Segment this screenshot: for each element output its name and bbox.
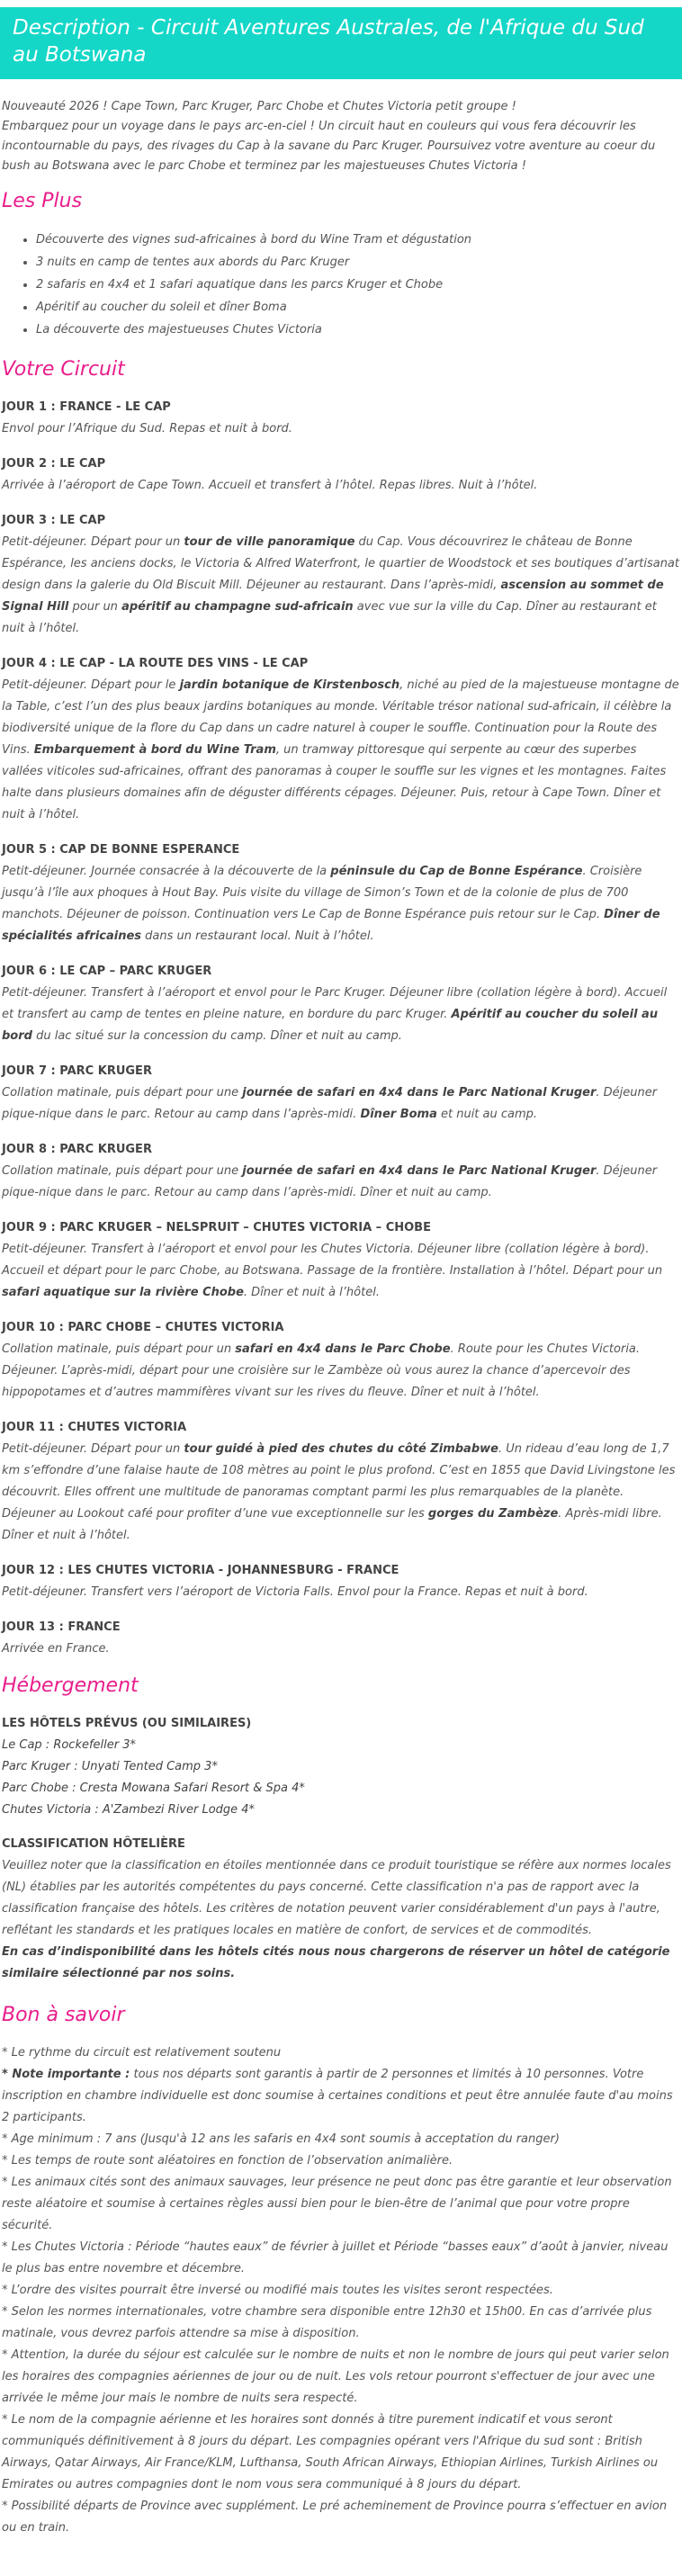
day-description	[2, 861, 680, 947]
body-text: , un tramway pittoresque qui serpente au cœur des superbes vallées viticoles sud-africaines, offrant des panoramas à couper le souffle sur les vignes et les montagnes. Faites halte dans plusieurs domaines afin de déguster différents cépages. Déjeuner. Puis, retour à Cape Town. Dîner et nuit à l’hôtel.	[2, 743, 667, 821]
hotel-line: Le Cap : Rockefeller 3*	[2, 1738, 137, 1752]
itinerary-day	[2, 1617, 680, 1660]
highlight-text: safari aquatique sur la rivière Chobe	[2, 1286, 244, 1299]
itinerary-day	[2, 1139, 680, 1204]
body-text: du lac situé sur la concession du camp. Dîner et nuit au camp.	[31, 1029, 402, 1043]
bon-a-savoir-heading: Bon à savoir	[2, 2004, 125, 2026]
day-description	[2, 1582, 680, 1603]
les-plus-item: • La découverte des majestueuses Chutes Victoria	[36, 319, 682, 341]
info-item-label: * Note importante :	[2, 2068, 130, 2081]
info-item-text: * Attention, la durée du séjour est calculée sur le nombre de nuits et non le nombre de jours qui peut varier selon les horaires des compagnies aériennes de jour ou de nuit. Les vols retour pourront s'effectuer de jour avec une arrivée le même jour mais le nombre de nuits sera respecté.	[2, 2348, 669, 2405]
body-text: Arrivée en France.	[2, 1642, 110, 1656]
highlight-text: tour guidé à pied des chutes du côté Zimbabwe	[184, 1442, 498, 1456]
body-text: . Dîner et nuit à l’hôtel.	[243, 1286, 380, 1299]
highlight-text: Apéritif au coucher du soleil au bord	[2, 1008, 659, 1043]
info-item-text: * Age minimum : 7 ans (Jusqu'à 12 ans les safaris en 4x4 sont soumis à acceptation du ranger)	[2, 2132, 560, 2146]
day-title: JOUR 9 : PARC KRUGER – NELSPRUIT – CHUTES VICTORIA – CHOBE	[2, 1221, 431, 1234]
highlight-text: journée de safari en 4x4 dans le Parc National Kruger	[242, 1164, 597, 1178]
classification-note: En cas d’indisponibilité dans les hôtels cités nous nous chargerons de réserver un hôtel de catégorie similaire sélectionné par nos soins.	[2, 1945, 670, 1980]
hebergement-heading: Hébergement	[2, 1674, 139, 1697]
info-item-text: tous nos départs sont garantis à partir de 2 personnes et limités à 10 personnes. Votre inscription en chambre individuelle est donc soumise à certaines conditions et peut être annulée faute d'au moins 2 participants.	[2, 2068, 673, 2124]
hotel-line: Parc Kruger : Unyati Tented Camp 3*	[2, 1760, 218, 1773]
day-description	[2, 1082, 680, 1126]
day-title: JOUR 3 : LE CAP	[2, 514, 106, 527]
day-title: JOUR 8 : PARC KRUGER	[2, 1143, 152, 1156]
highlight-text: ascension au sommet de Signal Hill	[2, 579, 664, 614]
page-title: Description - Circuit Aventures Australes, de l'Afrique du Sud au Botswana	[0, 7, 682, 79]
highlight-text: Dîner de spécialités africaines	[2, 908, 660, 943]
les-plus-item: • Découverte des vignes sud-africaines à bord du Wine Tram et dégustation	[36, 229, 682, 251]
intro-paragraph-2: Embarquez pour un voyage dans le pays arc-en-ciel ! Un circuit haut en couleurs qui vous fera découvrir les incontournable du pays, des rivages du Cap à la savane du Parc Kruger. Poursuivez votre aventure au coeur du bush au Botswana avec le parc Chobe et terminez par les majestueuses Chutes Victoria !	[2, 120, 656, 173]
body-text: . Après-midi libre. Dîner et nuit à l’hôtel.	[2, 1507, 662, 1542]
day-title: JOUR 10 : PARC CHOBE – CHUTES VICTORIA	[2, 1321, 284, 1334]
body-text: Petit-déjeuner. Transfert à l’aéroport et envol pour les Chutes Victoria. Déjeuner libre (collation légère à bord). Accueil et départ pour le parc Chobe, au Botswana. Passage de la frontière. Installation à l’hôtel. Départ pour un	[2, 1243, 663, 1278]
body-text: pour un	[68, 600, 122, 614]
classification-text: Veuillez noter que la classification en étoiles mentionnée dans ce produit touristique se réfère aux normes locales (NL) établies par les autorités compétentes du pays concerné. Cette classification n'a pas de rapport avec la classification française des hôtels. Les critères de notation peuvent varier considérablement d'un pays à l'autre, reflétant les standards et les pratiques locales en matière de confort, de services et de commodités.	[2, 1859, 671, 1937]
body-text: . Un rideau d’eau long de 1,7 km s’effondre d’une falaise haute de 108 mètres au point le plus profond. C’est en 1855 que David Livingstone les découvrit. Elles offrent une multitude de panoramas comptant parmi les plus remarquables de la planète. Déjeuner au Lookout café pour profiter d’une vue exceptionnelle sur les	[2, 1442, 676, 1521]
day-title: JOUR 11 : CHUTES VICTORIA	[2, 1421, 187, 1434]
body-text: Petit-déjeuner. Transfert à l’aéroport et envol pour le Parc Kruger. Déjeuner libre (collation légère à bord). Accueil et transfert au camp de tentes en pleine nature, en bordure du parc Kruger.	[2, 986, 668, 1021]
highlight-text: gorges du Zambèze	[427, 1507, 559, 1521]
itinerary-day	[2, 1560, 680, 1603]
body-text: et nuit au camp.	[436, 1108, 538, 1121]
body-text: du Cap. Vous découvrirez le château de Bonne Espérance, les anciens docks, le Victoria & Alfred Waterfront, le quartier de Woodstock et ses boutiques d’artisanat design dans la galerie du Old Biscuit Mill. Déjeuner au restaurant. Dans l’après-midi,	[2, 535, 679, 592]
hotels-section	[2, 1713, 680, 1821]
itinerary-day	[2, 961, 680, 1047]
body-text: . Déjeuner pique-nique dans le parc. Retour au camp dans l’après-midi.	[2, 1086, 658, 1121]
les-plus-item: • 2 safaris en 4x4 et 1 safari aquatique dans les parcs Kruger et Chobe	[36, 274, 682, 296]
info-item	[2, 2280, 680, 2302]
highlight-text: safari en 4x4 dans le Parc Chobe	[235, 1342, 451, 1356]
les-plus-item: • 3 nuits en camp de tentes aux abords du Parc Kruger	[36, 251, 682, 274]
classification-title: CLASSIFICATION HÔTELIÈRE	[2, 1837, 185, 1851]
itinerary-day	[2, 839, 680, 947]
body-text: Collation matinale, puis départ pour une	[2, 1086, 243, 1100]
day-title: JOUR 13 : FRANCE	[2, 1620, 121, 1634]
info-item-text: * Le rythme du circuit est relativement soutenu	[2, 2046, 282, 2060]
body-text: , niché au pied de la majestueuse montagne de la Table, c’est l’un des plus beaux jardins botaniques au monde. Véritable trésor national sud-africain, il célèbre la biodiversité unique de la flore du Cap dans un cadre naturel à couper le souffle. Continuation pour la Route des Vins.	[2, 678, 679, 757]
body-text: Petit-déjeuner. Départ pour un	[2, 1442, 184, 1456]
info-item	[2, 2410, 680, 2496]
body-text: avec vue sur la ville du Cap. Dîner au restaurant et nuit à l’hôtel.	[2, 600, 657, 635]
bon-a-savoir-list	[2, 2042, 680, 2539]
info-item	[2, 2302, 680, 2345]
body-text: dans un restaurant local. Nuit à l’hôtel.	[141, 929, 374, 943]
body-text: Petit-déjeuner. Transfert vers l’aéroport de Victoria Falls. Envol pour la France. Repas et nuit à bord.	[2, 1585, 588, 1599]
highlight-text: tour de ville panoramique	[184, 535, 355, 549]
les-plus-heading: Les Plus	[2, 190, 83, 212]
body-text: . Croisière jusqu’à l’île aux phoques à Hout Bay. Puis visite du village de Simon’s Town et de la colonie de plus de 700 manchots. Déjeuner de poisson. Continuation vers Le Cap de Bonne Espérance puis retour sur le Cap.	[2, 865, 642, 921]
info-item-text: * Les Chutes Victoria : Période “hautes eaux” de février à juillet et Période “basses eaux” d’août à janvier, niveau le plus bas entre novembre et décembre.	[2, 2240, 669, 2275]
body-text: Envol pour l’Afrique du Sud. Repas et nuit à bord.	[2, 422, 292, 435]
info-item	[2, 2064, 680, 2129]
info-item	[2, 2042, 680, 2064]
itinerary-day	[2, 397, 680, 440]
info-item	[2, 2345, 680, 2410]
itinerary-day	[2, 453, 680, 497]
day-description	[2, 1239, 680, 1304]
body-text: . Route pour les Chutes Victoria. Déjeuner. L’après-midi, départ pour une croisière sur le Zambèze où vous aurez la chance d’apercevoir des hippopotames et d’autres mammifères vivant sur les rives du fleuve. Dîner et nuit à l’hôtel.	[2, 1342, 641, 1399]
body-text: Petit-déjeuner. Départ pour le	[2, 678, 180, 692]
day-description	[2, 418, 680, 440]
day-description	[2, 475, 680, 497]
day-title: JOUR 12 : LES CHUTES VICTORIA - JOHANNESBURG - FRANCE	[2, 1564, 399, 1577]
itinerary	[0, 397, 682, 1660]
day-description	[2, 532, 680, 640]
body-text: Arrivée à l’aéroport de Cape Town. Accueil et transfert à l’hôtel. Repas libres. Nuit à l’hôtel.	[2, 479, 538, 492]
highlight-text: péninsule du Cap de Bonne Espérance	[330, 865, 583, 878]
day-title: JOUR 5 : CAP DE BONNE ESPERANCE	[2, 843, 240, 857]
highlight-text: journée de safari en 4x4 dans le Parc National Kruger	[242, 1086, 597, 1100]
info-item-text: * Le nom de la compagnie aérienne et les horaires sont donnés à titre purement indicatif et vous seront communiqués définitivement à 8 jours du départ. Les compagnies opérant vers l'Afrique du sud sont : British Airways, Qatar Airways, Air France/KLM, Lufthansa, South African Airways, Ethiopian Airlines, Turkish Airlines ou Emirates ou autres compagnies dont le nom vous sera communiqué à 8 jours du départ.	[2, 2413, 659, 2491]
info-item-text: * Possibilité départs de Province avec supplément. Le pré acheminement de Province pourra s’effectuer en avion ou en train.	[2, 2500, 668, 2535]
itinerary-day	[2, 1217, 680, 1304]
itinerary-day	[2, 653, 680, 826]
day-description	[2, 1161, 680, 1204]
info-item-text: * Les temps de route sont aléatoires en fonction de l’observation animalière.	[2, 2154, 453, 2168]
highlight-text: Embarquement à bord du Wine Tram	[33, 743, 276, 757]
day-description	[2, 675, 680, 826]
day-description	[2, 983, 680, 1047]
hotel-line: Parc Chobe : Cresta Mowana Safari Resort & Spa 4*	[2, 1782, 305, 1795]
intro	[0, 97, 682, 176]
day-description	[2, 1638, 680, 1660]
hotel-line: Chutes Victoria : A'Zambezi River Lodge 4*	[2, 1803, 256, 1817]
itinerary-day	[2, 510, 680, 640]
day-title: JOUR 2 : LE CAP	[2, 457, 106, 471]
body-text: Petit-déjeuner. Journée consacrée à la découverte de la	[2, 865, 331, 878]
hotels-list	[2, 1735, 680, 1821]
les-plus-item: • Apéritif au coucher du soleil et dîner Boma	[36, 296, 682, 319]
highlight-text: jardin botanique de Kirstenbosch	[179, 678, 400, 692]
info-item	[2, 2129, 680, 2150]
day-title: JOUR 4 : LE CAP - LA ROUTE DES VINS - LE CAP	[2, 657, 309, 670]
itinerary-day	[2, 1317, 680, 1404]
body-text: Collation matinale, puis départ pour un	[2, 1342, 236, 1356]
info-item	[2, 2237, 680, 2280]
classification-section	[2, 1834, 680, 1985]
highlight-text: apéritif au champagne sud-africain	[121, 600, 354, 614]
body-text: . Déjeuner pique-nique dans le parc. Retour au camp dans l’après-midi. Dîner et nuit au camp.	[2, 1164, 658, 1199]
info-item-text: * Les animaux cités sont des animaux sauvages, leur présence ne peut donc pas être garantie et leur observation reste aléatoire et soumise à certaines règles aussi bien pour le bien-être de l’animal que pour votre propre sécurité.	[2, 2176, 672, 2232]
hotels-title: LES HÔTELS PRÉVUS (OU SIMILAIRES)	[2, 1717, 252, 1730]
highlight-text: Dîner Boma	[360, 1108, 437, 1121]
info-item-text: * L’ordre des visites pourrait être inversé ou modifié mais toutes les visites seront respectées.	[2, 2284, 553, 2297]
itinerary-day	[2, 1417, 680, 1547]
info-item	[2, 2172, 680, 2237]
body-text: Collation matinale, puis départ pour une	[2, 1164, 243, 1178]
info-item-text: * Selon les normes internationales, votre chambre sera disponible entre 12h30 et 15h00. En cas d’arrivée plus matinale, vous devrez parfois attendre sa mise à disposition.	[2, 2305, 652, 2340]
circuit-heading: Votre Circuit	[2, 358, 125, 381]
day-title: JOUR 1 : FRANCE - LE CAP	[2, 400, 171, 414]
page	[0, 7, 682, 2539]
info-item	[2, 2496, 680, 2539]
itinerary-day	[2, 1061, 680, 1126]
day-description	[2, 1439, 680, 1547]
day-title: JOUR 6 : LE CAP – PARC KRUGER	[2, 965, 212, 978]
day-title: JOUR 7 : PARC KRUGER	[2, 1064, 152, 1078]
intro-paragraph-1: Nouveauté 2026 ! Cape Town, Parc Kruger, Parc Chobe et Chutes Victoria petit groupe !	[2, 100, 516, 113]
day-description	[2, 1339, 680, 1404]
info-item	[2, 2150, 680, 2172]
body-text: Petit-déjeuner. Départ pour un	[2, 535, 184, 549]
les-plus-list	[0, 229, 682, 341]
